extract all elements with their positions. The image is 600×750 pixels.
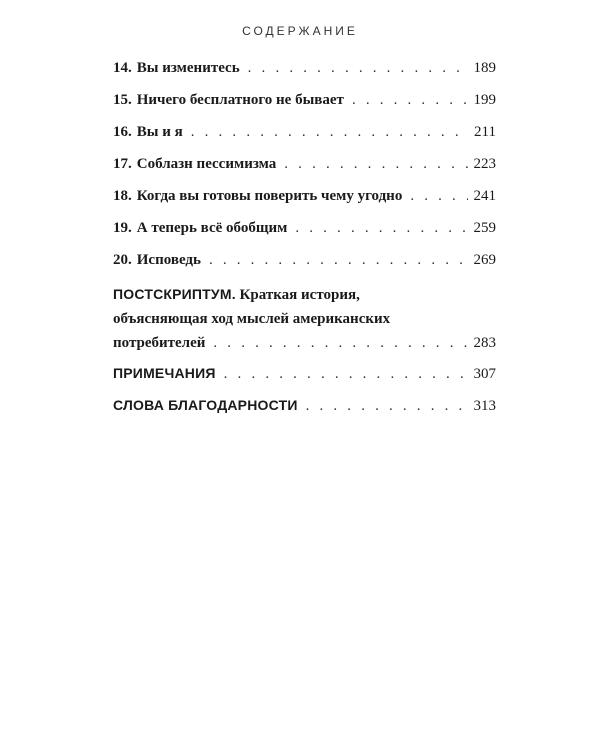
dot-leader [295, 218, 467, 238]
chapter-number: 15. [113, 92, 132, 108]
dot-leader [284, 154, 467, 174]
dot-leader [224, 364, 468, 384]
dot-leader [209, 250, 468, 270]
toc-entry-18[interactable] [113, 186, 496, 218]
toc-entry-19[interactable] [113, 218, 496, 250]
dot-leader [248, 58, 468, 78]
toc-entry-17[interactable] [113, 154, 496, 186]
page-number: 307 [473, 366, 496, 382]
postscript-title-part-1: Краткая история, [239, 287, 360, 303]
chapter-title: Соблазн пессимизма [136, 156, 277, 172]
toc-entry-acknowledgements[interactable] [113, 395, 496, 427]
toc-entry-14[interactable] [113, 58, 496, 90]
chapter-number: 17. [113, 156, 132, 172]
chapter-number: 14. [113, 60, 132, 76]
postscript-label: ПОСТСКРИПТУМ. [113, 286, 236, 302]
chapter-title: Ничего бесплатного не бывает [136, 92, 344, 108]
dot-leader [352, 90, 468, 110]
postscript-line-3 [113, 331, 496, 355]
page-number: 223 [473, 156, 496, 172]
acknowledgements-title: СЛОВА БЛАГОДАРНОСТИ [113, 397, 298, 413]
chapter-number: 18. [113, 188, 132, 204]
dot-leader [410, 186, 467, 206]
table-of-contents [113, 58, 496, 427]
chapter-title: Вы и я [136, 124, 183, 140]
toc-entry-16[interactable] [113, 122, 496, 154]
postscript-line-2: объясняющая ход мыслей американских [113, 311, 391, 327]
toc-entry-20[interactable] [113, 250, 496, 282]
toc-entry-notes[interactable] [113, 363, 496, 395]
page-number: 259 [473, 220, 496, 236]
toc-entry-15[interactable] [113, 90, 496, 122]
toc-entry-postscript[interactable] [113, 282, 496, 355]
page-number: 313 [473, 398, 496, 414]
dot-leader [306, 396, 468, 416]
chapter-number: 20. [113, 252, 132, 268]
page-number: 211 [474, 124, 496, 140]
page-number: 283 [473, 335, 496, 351]
chapter-title: Когда вы готовы поверить чему угодно [136, 188, 403, 204]
chapter-number: 16. [113, 124, 132, 140]
chapter-title: А теперь всё обобщим [136, 220, 288, 236]
postscript-title-part-3: потребителей [113, 335, 206, 351]
page-number: 189 [473, 60, 496, 76]
notes-title: ПРИМЕЧАНИЯ [113, 365, 216, 381]
chapter-title: Вы изменитесь [136, 60, 240, 76]
dot-leader [191, 122, 468, 142]
postscript-line-1 [113, 282, 496, 307]
chapter-title: Исповедь [136, 252, 201, 268]
page-number: 199 [473, 92, 496, 108]
page-number: 241 [473, 188, 496, 204]
running-head: СОДЕРЖАНИЕ [242, 24, 358, 38]
dot-leader [213, 331, 467, 355]
page-number: 269 [473, 252, 496, 268]
chapter-number: 19. [113, 220, 132, 236]
